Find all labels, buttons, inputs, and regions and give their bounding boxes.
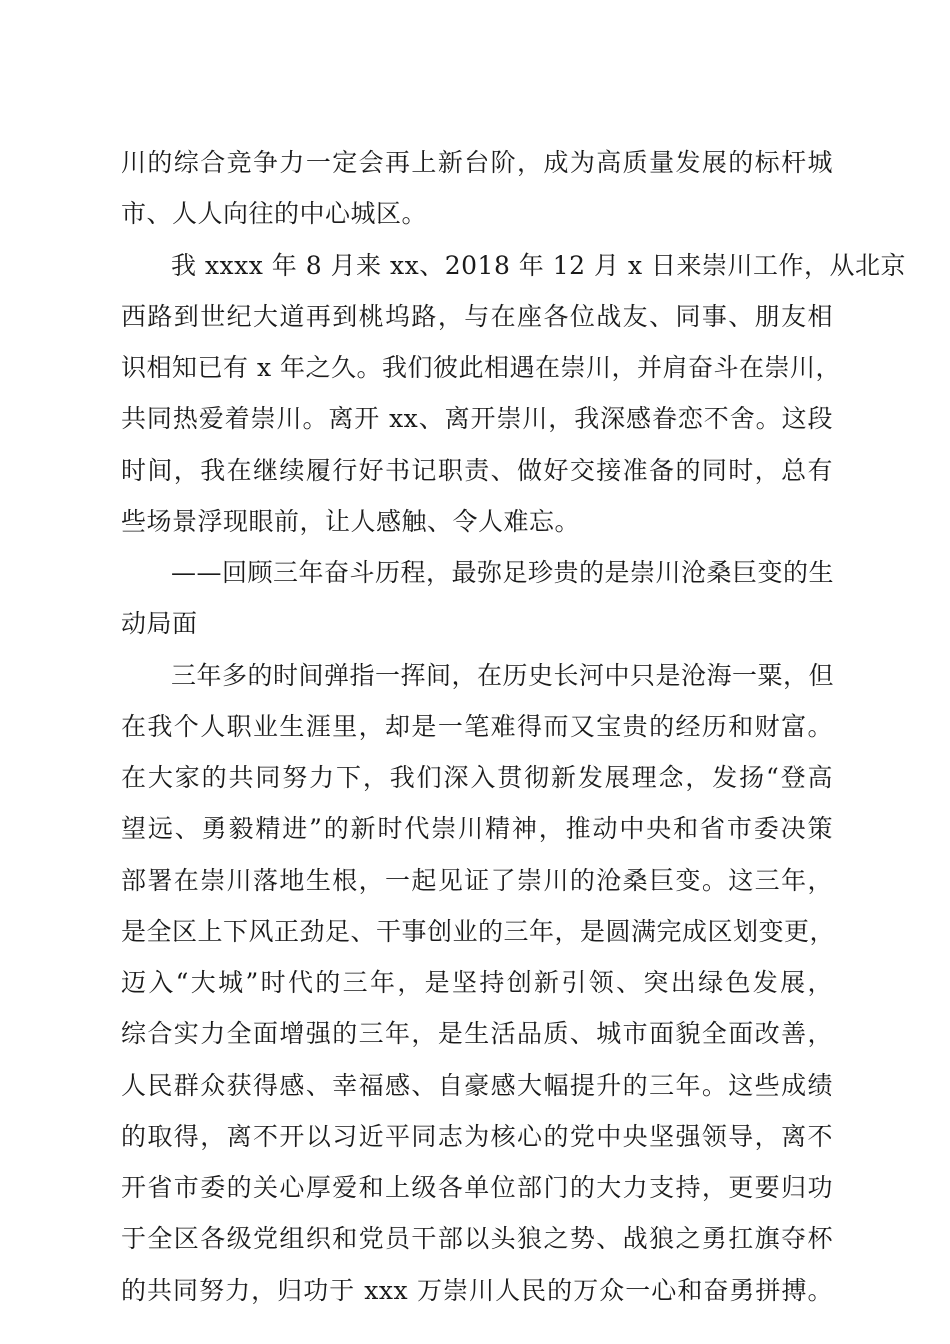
text-line: 市、人人向往的中心城区。	[121, 199, 428, 229]
text-line: 部署在崇川落地生根，一起见证了崇川的沧桑巨变。这三年，	[121, 865, 833, 895]
text-line: 西路到世纪大道再到桃坞路，与在座各位战友、同事、朋友相	[121, 301, 833, 331]
text-line: 川的综合竞争力一定会再上新台阶，成为高质量发展的标杆城	[121, 148, 833, 177]
text-line: 于全区各级党组织和党员干部以头狼之势、战狼之勇扛旗夺杯	[121, 1224, 833, 1254]
text-line: 在大家的共同努力下，我们深入贯彻新发展理念，发扬“登高	[121, 763, 833, 792]
text-line: 是全区上下风正劲足、干事创业的三年，是圆满完成区划变更，	[121, 916, 836, 946]
text-line: 人民群众获得感、幸福感、自豪感大幅提升的三年。这些成绩	[121, 1070, 833, 1100]
text-line: 在我个人职业生涯里，却是一笔难得而又宝贵的经历和财富。	[121, 711, 833, 741]
text-line: 共同热爱着崇川。离开 xx、离开崇川，我深感眷恋不舍。这段	[121, 404, 833, 434]
section-heading-line: ——回顾三年奋斗历程，最弥足珍贵的是崇川沧桑巨变的生	[171, 558, 835, 587]
text-line: 综合实力全面增强的三年，是生活品质、城市面貌全面改善，	[121, 1019, 833, 1049]
text-line: 迈入“大城”时代的三年，是坚持创新引领、突出绿色发展，	[121, 968, 833, 997]
text-line: 的取得，离不开以习近平同志为核心的党中央坚强领导，离不	[121, 1121, 833, 1151]
text-line: 识相知已有 x 年之久。我们彼此相遇在崇川，并肩奋斗在崇川，	[121, 353, 841, 382]
text-line: 我 xxxx 年 8 月来 xx、2018 年 12 月 x 日来崇川工作，从北京	[171, 250, 907, 280]
text-line: 些场景浮现眼前，让人感触、令人难忘。	[121, 506, 581, 536]
section-heading-line: 动局面	[121, 609, 198, 639]
text-line: 三年多的时间弹指一挥间，在历史长河中只是沧海一粟，但	[171, 660, 835, 690]
text-line: 的共同努力，归功于 xxx 万崇川人民的万众一心和奋勇拼搏。	[121, 1275, 833, 1305]
text-line: 望远、勇毅精进”的新时代崇川精神，推动中央和省市委决策	[121, 814, 833, 844]
text-line: 开省市委的关心厚爱和上级各单位部门的大力支持，更要归功	[121, 1173, 833, 1202]
body-text	[121, 137, 907, 1316]
text-line: 时间，我在继续履行好书记职责、做好交接准备的同时，总有	[121, 455, 833, 485]
